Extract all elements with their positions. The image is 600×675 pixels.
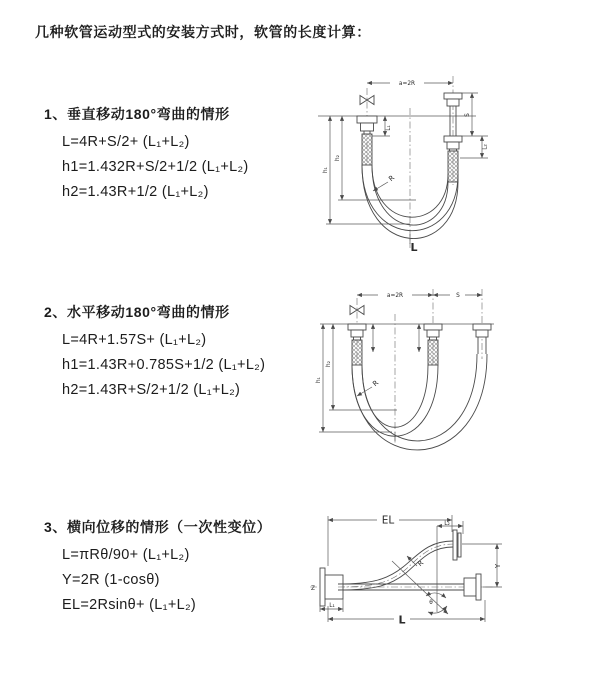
formula-line: h2=1.43R+1/2 (L₁+L₂): [62, 184, 209, 200]
dim-label-l1: L₁: [386, 125, 392, 131]
dim-label-s: S: [465, 113, 471, 117]
top-right-flange: [453, 530, 461, 560]
dim-label-a2r: a=2R: [398, 81, 416, 87]
dimension-a2r: [367, 81, 453, 87]
dimension-s: [433, 293, 482, 299]
right-fitting-lower: [444, 136, 462, 182]
radius-label: R: [371, 378, 381, 389]
section-1-heading: 1、垂直移动180°弯曲的情形: [44, 106, 230, 122]
radius-leader: [373, 174, 396, 191]
section-2-heading: 2、水平移动180°弯曲的情形: [44, 304, 230, 320]
dimension-s: [462, 93, 488, 136]
axis-mark: Z: [311, 586, 315, 592]
section-3-heading: 3、横向位移的情形（一次性变位）: [44, 519, 272, 535]
left-fitting: [357, 116, 377, 165]
dim-label-l2: L₂: [444, 521, 450, 527]
length-label-group: [410, 234, 418, 254]
formula-line: h2=1.43R+S/2+1/2 (L₁+L₂): [62, 382, 241, 398]
angle-theta: [392, 558, 448, 614]
dim-label-s: S: [456, 293, 460, 299]
section-3: [44, 517, 271, 622]
radius-label: R: [416, 558, 426, 569]
dim-label-l1: L₁: [329, 603, 335, 609]
page-title: 几种软管运动型式的安装方式时，软管的长度计算：: [35, 24, 371, 40]
length-label: L: [410, 241, 418, 254]
hose-braid: [362, 134, 372, 165]
hose-curve: [338, 541, 454, 590]
dimension-l2: [437, 521, 463, 534]
hose-braid: [428, 340, 438, 365]
diagram-vertical-180-bend: [312, 70, 600, 266]
dimension-a2r: [357, 293, 433, 299]
length-label: L: [398, 613, 406, 627]
dim-label-a2r: a=2R: [386, 293, 404, 299]
fitting-dimensions: [373, 324, 419, 352]
formula-line: EL=2Rsinθ+ (L₁+L₂): [62, 597, 197, 613]
middle-fitting: [424, 324, 442, 365]
dim-label-h1: h₁: [323, 167, 329, 173]
dimension-l2: [460, 136, 489, 158]
dim-label-h2: h₂: [326, 361, 332, 367]
radius-label: R: [387, 173, 397, 184]
right-fitting-upper: [444, 93, 462, 136]
hose-braid: [352, 340, 362, 365]
hose-curves: [352, 354, 487, 450]
dimension-l: [328, 600, 485, 627]
section-1: [44, 104, 249, 209]
angle-label: θ: [429, 600, 433, 606]
dim-label-el: EL: [381, 514, 395, 527]
section-2: [44, 302, 265, 407]
dim-label-h2: h₂: [335, 155, 341, 161]
dim-label-l2: L₂: [482, 144, 489, 150]
centerlines: [357, 289, 482, 444]
radius-leader: [357, 379, 380, 396]
formula-line: L=4R+1.57S+ (L₁+L₂): [62, 332, 207, 348]
dim-label-h1: h₁: [316, 377, 322, 383]
formula-line: h1=1.43R+0.785S+1/2 (L₁+L₂): [62, 357, 266, 373]
hose-braid: [448, 151, 458, 182]
formula-line: L=4R+S/2+ (L₁+L₂): [62, 134, 190, 150]
formula-line: h1=1.432R+S/2+1/2 (L₁+L₂): [62, 159, 249, 175]
dim-label-y: Y: [494, 563, 502, 569]
dimension-el: [328, 515, 452, 567]
left-fitting: [348, 324, 366, 365]
diagram-lateral-displacement: [298, 502, 600, 648]
formula-line: Y=2R (1-cosθ): [62, 572, 160, 588]
diagram-horizontal-180-bend: [312, 284, 600, 456]
formula-line: L=πRθ/90+ (L₁+L₂): [62, 547, 190, 563]
